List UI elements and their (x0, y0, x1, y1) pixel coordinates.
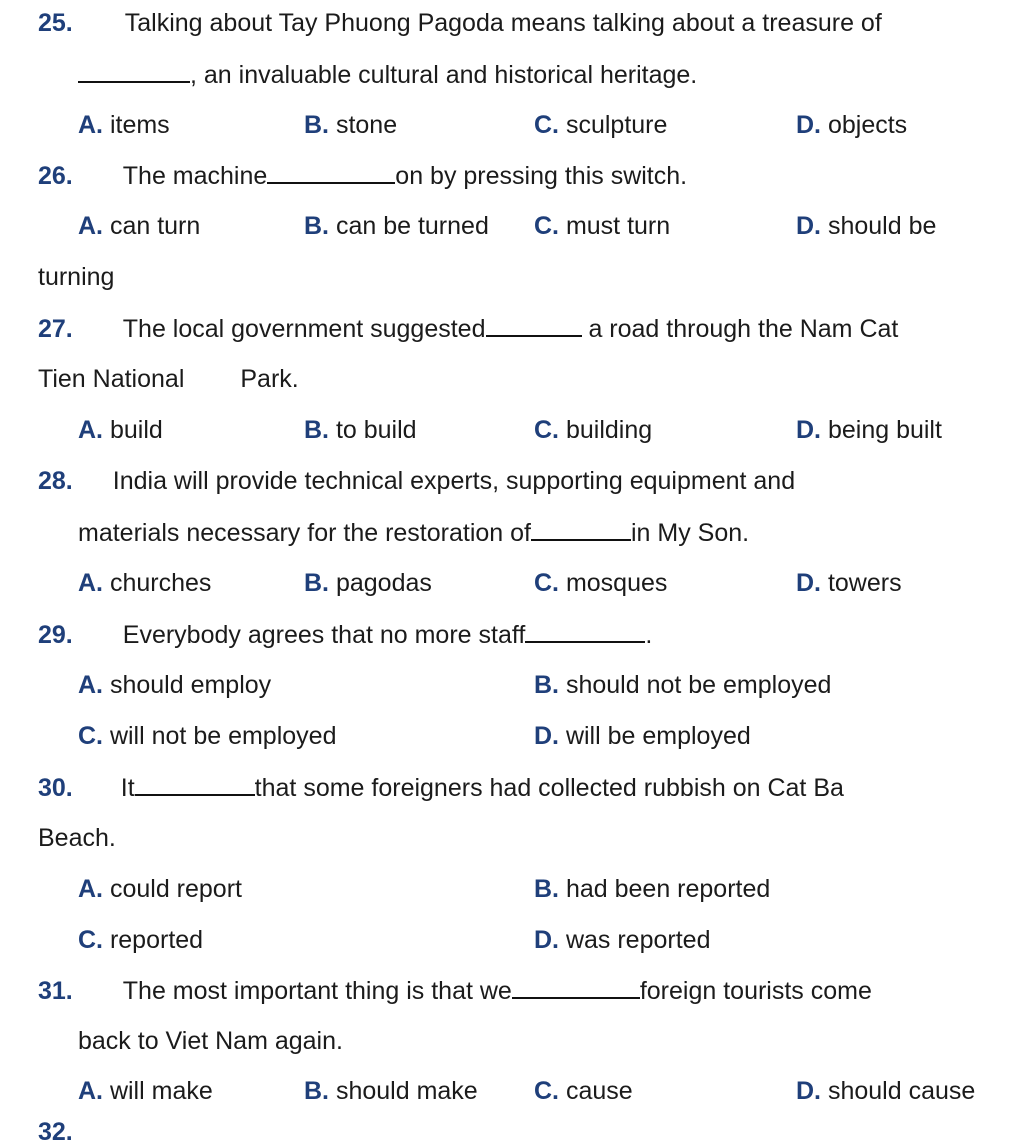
option-letter: A. (78, 416, 103, 444)
question-text: India will provide technical experts, supporting equipment and (112, 467, 796, 495)
question-31-line-2: back to Viet Nam again. (78, 1027, 343, 1055)
question-number: 26. (38, 162, 73, 190)
option-letter: D. (796, 212, 821, 240)
option-text: should be (827, 212, 937, 240)
question-text: Park. (240, 365, 299, 393)
question-28-line-2 (78, 517, 749, 548)
question-text: It (120, 774, 135, 802)
option-letter: B. (534, 671, 559, 699)
question-29-line-1 (38, 619, 652, 650)
option-text: can be turned (335, 212, 489, 240)
question-30-line-1 (38, 772, 844, 803)
option-letter: D. (534, 926, 559, 954)
option-text: towers (827, 569, 902, 597)
answer-blank[interactable] (512, 975, 640, 999)
option-b[interactable] (304, 110, 397, 140)
question-27-line-1 (38, 313, 898, 344)
option-letter: B. (304, 569, 329, 597)
option-text: should cause (827, 1077, 976, 1105)
answer-blank[interactable] (78, 59, 190, 83)
question-text: The machine (122, 162, 268, 190)
option-a[interactable] (78, 110, 170, 140)
option-letter: B. (304, 212, 329, 240)
option-text: reported (109, 926, 204, 954)
question-text: The most important thing is that we (122, 977, 512, 1005)
option-text: mosques (565, 569, 668, 597)
option-letter: C. (534, 569, 559, 597)
option-letter: A. (78, 111, 103, 139)
question-text: Talking about Tay Phuong Pagoda means talking about a treasure of (124, 9, 882, 37)
question-text: Tien National (38, 365, 185, 393)
option-letter: D. (534, 722, 559, 750)
option-letter: A. (78, 875, 103, 903)
question-number: 29. (38, 621, 73, 649)
option-a[interactable] (78, 211, 200, 241)
option-c[interactable] (534, 415, 652, 445)
option-a[interactable] (78, 415, 163, 445)
option-a[interactable] (78, 1076, 213, 1106)
option-d[interactable] (796, 415, 942, 445)
question-number: 30. (38, 774, 73, 802)
option-letter: B. (304, 416, 329, 444)
option-letter: B. (304, 111, 329, 139)
option-letter: A. (78, 1077, 103, 1105)
option-b[interactable] (304, 415, 417, 445)
option-text: churches (109, 569, 212, 597)
option-b[interactable] (304, 211, 489, 241)
option-letter: B. (534, 875, 559, 903)
answer-blank[interactable] (135, 772, 255, 796)
option-d[interactable] (796, 211, 936, 241)
option-b[interactable] (534, 874, 770, 904)
question-text: a road through the Nam Cat (588, 315, 899, 343)
option-letter: D. (796, 1077, 821, 1105)
question-number: 27. (38, 315, 73, 343)
option-c[interactable] (534, 568, 667, 598)
option-letter: D. (796, 111, 821, 139)
option-d[interactable] (796, 568, 902, 598)
question-text: . (645, 621, 653, 649)
answer-blank[interactable] (486, 313, 582, 337)
option-d[interactable] (534, 721, 751, 751)
option-b[interactable] (304, 568, 432, 598)
option-letter: C. (534, 416, 559, 444)
question-text: that some foreigners had collected rubbish on Cat Ba (254, 774, 844, 802)
option-d[interactable] (534, 925, 710, 955)
option-c[interactable] (534, 110, 667, 140)
option-text: build (109, 416, 163, 444)
option-text: pagodas (335, 569, 432, 597)
option-text: should not be employed (565, 671, 832, 699)
question-text: on by pressing this switch. (395, 162, 688, 190)
option-text: will be employed (565, 722, 751, 750)
option-text: cause (565, 1077, 633, 1105)
option-a[interactable] (78, 874, 242, 904)
question-25-line-2 (78, 59, 697, 90)
option-text: stone (335, 111, 398, 139)
question-text: Everybody agrees that no more staff (122, 621, 526, 649)
option-text: sculpture (565, 111, 668, 139)
option-text: had been reported (565, 875, 771, 903)
option-letter: C. (534, 1077, 559, 1105)
option-letter: A. (78, 569, 103, 597)
option-letter: D. (796, 416, 821, 444)
question-31-line-1 (38, 975, 872, 1006)
option-c[interactable] (534, 1076, 633, 1106)
option-letter: C. (534, 111, 559, 139)
answer-blank[interactable] (525, 619, 645, 643)
question-number: 28. (38, 467, 73, 495)
option-letter: C. (78, 926, 103, 954)
question-number: 25. (38, 9, 73, 37)
question-text: , an invaluable cultural and historical heritage. (190, 61, 698, 89)
option-text: to build (335, 416, 417, 444)
question-text: The local government suggested (122, 315, 486, 343)
cutoff-question-number: 32. (38, 1118, 73, 1146)
option-c[interactable] (534, 211, 670, 241)
question-26-line-1 (38, 160, 687, 191)
option-text: building (565, 416, 653, 444)
option-c[interactable] (78, 721, 336, 751)
question-text: foreign tourists come (639, 977, 872, 1005)
option-letter: C. (534, 212, 559, 240)
option-text: should employ (109, 671, 272, 699)
option-a[interactable] (78, 568, 211, 598)
option-text: will make (109, 1077, 213, 1105)
option-text: objects (827, 111, 908, 139)
option-letter: C. (78, 722, 103, 750)
option-letter: A. (78, 671, 103, 699)
question-25-line-1 (38, 8, 882, 38)
question-28-line-1 (38, 466, 795, 496)
option-d-overflow: turning (38, 263, 115, 291)
answer-blank[interactable] (531, 517, 631, 541)
option-letter: B. (304, 1077, 329, 1105)
answer-blank[interactable] (267, 160, 395, 184)
option-d[interactable] (796, 110, 907, 140)
option-text: was reported (565, 926, 711, 954)
option-text: must turn (565, 212, 671, 240)
option-c[interactable] (78, 925, 203, 955)
option-d[interactable] (796, 1076, 975, 1106)
question-text: in My Son. (630, 519, 750, 547)
option-letter: D. (796, 569, 821, 597)
option-text: could report (109, 875, 242, 903)
option-text: being built (827, 416, 942, 444)
question-number: 31. (38, 977, 73, 1005)
option-b[interactable] (534, 670, 831, 700)
question-30-line-2: Beach. (38, 824, 116, 852)
option-text: can turn (109, 212, 201, 240)
question-text: materials necessary for the restoration of (78, 519, 531, 547)
option-text: should make (335, 1077, 478, 1105)
option-letter: A. (78, 212, 103, 240)
question-27-line-2 (38, 364, 299, 394)
option-text: will not be employed (109, 722, 337, 750)
option-a[interactable] (78, 670, 271, 700)
option-b[interactable] (304, 1076, 478, 1106)
option-text: items (109, 111, 170, 139)
